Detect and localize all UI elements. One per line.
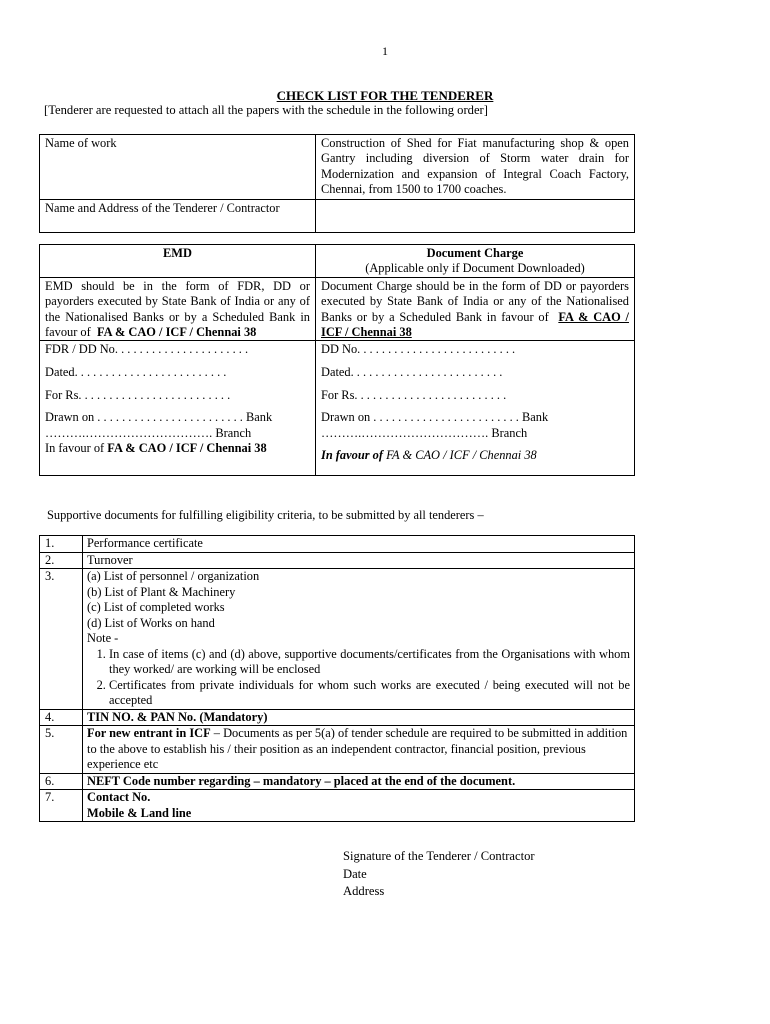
- doc-dated-field[interactable]: Dated. . . . . . . . . . . . . . . . . . . . . . . . .: [321, 365, 503, 380]
- item-number: 5.: [40, 726, 83, 774]
- checklist-row-7: [40, 790, 635, 822]
- doc-branch-field[interactable]: ……….…………………………. Branch: [321, 425, 528, 440]
- checklist-row-3: [40, 569, 635, 710]
- emd-amount-field[interactable]: For Rs. . . . . . . . . . . . . . . . . . . . . . . . .: [45, 388, 231, 403]
- payment-table: [39, 244, 635, 476]
- item-5-rest: – Documents as per 5(a) of tender schedule are required to be submitted in addition to the above to establish his / their position as an independent contractor, financial position, previous experience etc: [87, 726, 628, 771]
- doc-no-field[interactable]: DD No. . . . . . . . . . . . . . . . . . . . . . . . . .: [321, 342, 516, 357]
- doc-favour: [321, 448, 629, 463]
- item-3a: (a) List of personnel / organization: [87, 569, 260, 583]
- tenderer-row: [40, 199, 635, 232]
- emd-header: EMD: [163, 246, 192, 260]
- work-details-table: [39, 134, 635, 233]
- item-3-note-label: Note -: [87, 631, 119, 645]
- checklist-table: [39, 535, 635, 822]
- doc-favour-payee: FA & CAO / ICF / Chennai 38: [386, 448, 537, 463]
- doc-description: [316, 277, 635, 341]
- emd-favour: [45, 441, 310, 456]
- contact-label: Contact No.: [87, 790, 151, 804]
- emd-no-field[interactable]: FDR / DD No. . . . . . . . . . . . . . . . . . . . . .: [45, 342, 249, 357]
- item-number: 4.: [40, 709, 83, 726]
- checklist-row-6: [40, 773, 635, 790]
- doc-fields-cell: [316, 341, 635, 476]
- item-number: 6.: [40, 773, 83, 790]
- item-details: [83, 569, 635, 710]
- supportive-intro: Supportive documents for fulfilling eligibility criteria, to be submitted by all tenderers –: [47, 508, 484, 522]
- item-number: 3.: [40, 569, 83, 710]
- name-of-work-row: [40, 135, 635, 200]
- tenderer-label: Name and Address of the Tenderer / Contractor: [40, 199, 316, 232]
- doc-drawn-field[interactable]: Drawn on . . . . . . . . . . . . . . . . . . . . . . . . Bank: [321, 410, 549, 425]
- emd-favour-payee: FA & CAO / ICF / Chennai 38: [107, 441, 267, 456]
- item-3b: (b) List of Plant & Machinery: [87, 584, 236, 599]
- tenderer-value-field[interactable]: [316, 199, 635, 232]
- emd-desc-payee: FA & CAO / ICF / Chennai 38: [96, 325, 257, 340]
- item-text: [83, 790, 635, 822]
- item-number: 1.: [40, 536, 83, 553]
- item-5-bold: For new entrant in ICF: [87, 726, 211, 740]
- item-3c: (c) List of completed works: [87, 600, 225, 614]
- note-1: 1. In case of items (c) and (d) above, supportive documents/certificates from the Organisations with whom they worked/ are working will be enclosed: [109, 647, 630, 678]
- page-number: 1: [382, 44, 388, 58]
- name-of-work-value: Construction of Shed for Fiat manufacturing shop & open Gantry including diversion of Storm water drain for Modernization and expansion of Integral Coach Factory, Chennai, from 1500 to 1700 coaches.: [316, 135, 635, 200]
- checklist-row-1: [40, 536, 635, 553]
- emd-header-cell: [40, 245, 316, 278]
- payment-desc-row: [40, 277, 635, 341]
- signature-block: [343, 848, 535, 901]
- item-text: NEFT Code number regarding – mandatory – placed at the end of the document.: [83, 773, 635, 790]
- item-number: 2.: [40, 552, 83, 569]
- doc-desc-payee: FA & CAO / ICF / Chennai 38: [321, 309, 629, 340]
- date-label: Date: [343, 866, 367, 881]
- checklist-row-5: [40, 726, 635, 774]
- doc-favour-prefix: In favour of: [321, 448, 383, 463]
- mobile-label: Mobile & Land line: [87, 805, 192, 820]
- emd-desc-text: EMD should be in the form of FDR, DD or payorders executed by State Bank of India or any of the Nationalised Banks or by a Scheduled Bank in favour of: [45, 278, 310, 340]
- item-text: [83, 726, 635, 774]
- item-3d: (d) List of Works on hand: [87, 615, 215, 630]
- emd-fields-cell: [40, 341, 316, 476]
- doc-desc-text: Document Charge should be in the form of DD or payorders executed by State Bank of India or any of the Nationalised Banks or by a Scheduled Bank in favour of: [321, 278, 629, 324]
- doc-subheader: (Applicable only if Document Downloaded): [365, 261, 585, 276]
- doc-header: Document Charge: [426, 246, 524, 260]
- emd-description: [40, 277, 316, 341]
- emd-dated-field[interactable]: Dated. . . . . . . . . . . . . . . . . . . . . . . . .: [45, 365, 227, 380]
- emd-drawn-field[interactable]: Drawn on . . . . . . . . . . . . . . . . . . . . . . . . Bank: [45, 410, 273, 425]
- checklist-row-2: [40, 552, 635, 569]
- payment-header-row: [40, 245, 635, 278]
- page-title: CHECK LIST FOR THE TENDERER: [276, 88, 494, 103]
- doc-header-cell: [316, 245, 635, 278]
- checklist-row-4: [40, 709, 635, 726]
- note-2: 2. Certificates from private individuals for whom such works are executed / being executed will not be accepted: [109, 678, 630, 709]
- page-subtitle: [Tenderer are requested to attach all the papers with the schedule in the following order]: [44, 103, 488, 117]
- item-text: Performance certificate: [83, 536, 635, 553]
- signature-label: Signature of the Tenderer / Contractor: [343, 849, 535, 863]
- item-number: 7.: [40, 790, 83, 822]
- address-label: Address: [343, 884, 385, 898]
- payment-fields-row: [40, 341, 635, 476]
- doc-amount-field[interactable]: For Rs. . . . . . . . . . . . . . . . . . . . . . . . .: [321, 388, 507, 403]
- emd-favour-prefix: In favour of: [45, 441, 105, 456]
- item-text: Turnover: [83, 552, 635, 569]
- item-3-notes: [87, 647, 630, 709]
- emd-branch-field[interactable]: ……….…………………………. Branch: [45, 425, 252, 440]
- item-text: TIN NO. & PAN No. (Mandatory): [83, 709, 635, 726]
- name-of-work-label: Name of work: [40, 135, 316, 200]
